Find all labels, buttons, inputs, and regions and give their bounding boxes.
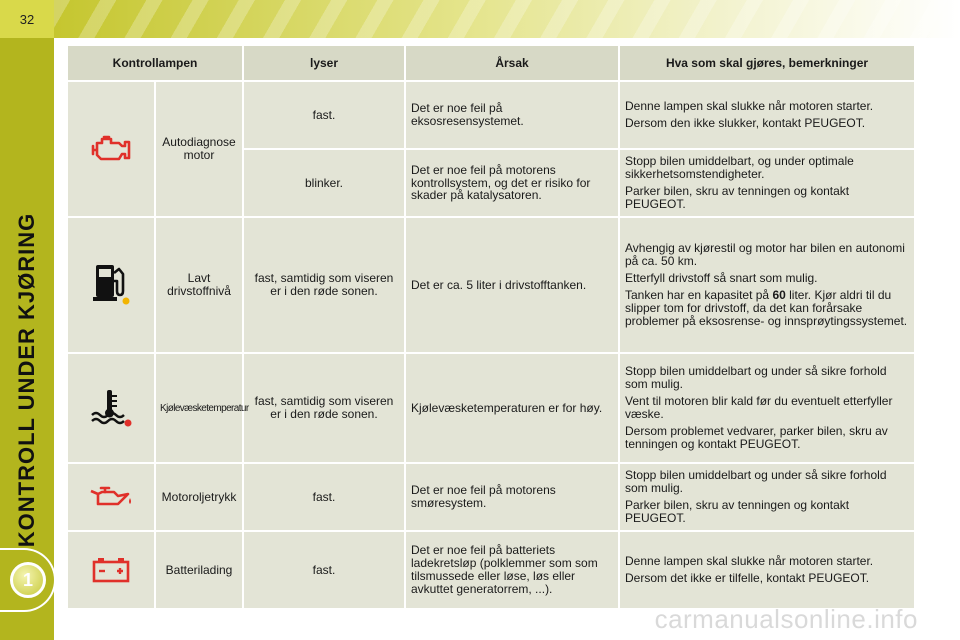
hva-line: Parker bilen, skru av tenningen og kontakt PEUGEOT. xyxy=(625,184,850,211)
lamp-name-text: Kjølevæsketemperatur xyxy=(160,403,249,415)
lyser-cell: blinker. xyxy=(244,150,406,218)
hva-line: Dersom den ikke slukker, kontakt PEUGEOT. xyxy=(625,116,866,130)
lamp-name: Motoroljetrykk xyxy=(156,464,244,532)
capacity-value: 60 xyxy=(772,288,786,302)
table-header-row xyxy=(68,46,914,82)
hva-cell xyxy=(620,354,914,464)
lamp-name: Batterilading xyxy=(156,532,244,610)
hva-line: Denne lampen skal slukke når motoren starter. xyxy=(625,554,874,569)
arsak-cell: Det er noe feil på eksosresensystemet. xyxy=(406,82,620,150)
page-number: 32 xyxy=(0,0,54,38)
hva-cell xyxy=(620,532,914,610)
lyser-cell: fast. xyxy=(244,464,406,532)
lamp-name: Lavt drivstoffnivå xyxy=(156,218,244,354)
header-hva: Hva som skal gjøres, bemerkninger xyxy=(620,46,914,82)
oil-can-icon xyxy=(85,477,137,517)
hva-line: Stopp bilen umiddelbart, og under optimale sikkerhetsomstendigheter. xyxy=(625,154,854,182)
arsak-cell: Det er noe feil på motorens kontrollsystem, og det er risiko for skader på katalysatoren. xyxy=(406,150,620,218)
chapter-sidebar xyxy=(0,0,54,640)
capacity-before: Tanken har en kapasitet på xyxy=(625,288,773,302)
hva-line: Stopp bilen umiddelbart og under så sikre forhold som mulig. xyxy=(625,468,887,496)
hva-line: Parker bilen, skru av tenningen og kontakt PEUGEOT. xyxy=(625,498,850,525)
table-row xyxy=(68,354,914,464)
top-banner xyxy=(54,0,960,38)
chapter-number: 1 xyxy=(10,562,46,598)
lamp-name xyxy=(156,354,249,464)
header-lyser: lyser xyxy=(244,46,406,82)
battery-icon xyxy=(85,550,137,590)
hva-cell xyxy=(620,464,914,532)
capacity-after: liter. Kjør aldri til du slipper tom for drivstoff, da det kan forårsake problemer på eksosrense- og innsprøytingssystemet. xyxy=(625,288,908,328)
table-row xyxy=(68,532,914,610)
lyser-cell: fast, samtidig som viseren er i den røde sonen. xyxy=(244,218,406,354)
hva-cell xyxy=(620,218,914,354)
warning-lamp-table xyxy=(68,46,914,610)
arsak-cell: Det er noe feil på motorens smøresystem. xyxy=(406,464,620,532)
watermark: carmanualsonline.info xyxy=(654,604,918,634)
table-row xyxy=(68,218,914,354)
table-row xyxy=(68,464,914,532)
icon-cell xyxy=(68,354,156,464)
coolant-temperature-icon xyxy=(85,387,137,427)
header-arsak: Årsak xyxy=(406,46,620,82)
arsak-cell: Det er ca. 5 liter i drivstofftanken. xyxy=(406,218,620,354)
icon-cell xyxy=(68,218,156,354)
hva-line: Dersom det ikke er tilfelle, kontakt PEUGEOT. xyxy=(625,571,870,585)
hva-line: Vent til motoren blir kald før du eventuelt etterfyller væske. xyxy=(625,394,893,421)
arsak-cell: Det er noe feil på batteriets ladekretsløp (polklemmer som som tilsmussede eller løse, løs eller avkuttet generatorrem, ...). xyxy=(406,532,620,610)
icon-cell xyxy=(68,464,156,532)
hva-cell xyxy=(620,150,914,218)
hva-line: Dersom problemet vedvarer, parker bilen, skru av tenningen og kontakt PEUGEOT. xyxy=(625,423,888,451)
hva-cell xyxy=(620,82,914,150)
engine-diagnostic-icon xyxy=(85,129,137,169)
lyser-cell: fast. xyxy=(244,532,406,610)
lyser-cell: fast, samtidig som viseren er i den røde sonen. xyxy=(244,354,406,464)
chapter-title: KONTROLL UNDER KJØRING xyxy=(14,212,39,548)
header-kontrollampen: Kontrollampen xyxy=(68,46,244,82)
table-row xyxy=(68,82,914,150)
hva-line: Denne lampen skal slukke når motoren starter. xyxy=(625,99,874,114)
icon-cell xyxy=(68,82,156,218)
lyser-cell: fast. xyxy=(244,82,406,150)
hva-line-capacity xyxy=(625,289,908,328)
icon-cell xyxy=(68,532,156,610)
hva-line: Stopp bilen umiddelbart og under så sikre forhold som mulig. xyxy=(625,364,887,392)
hva-line: Etterfyll drivstoff så snart som mulig. xyxy=(625,271,818,286)
lamp-name: Autodiagnose motor xyxy=(156,82,244,218)
fuel-pump-icon xyxy=(85,263,137,303)
hva-line: Avhengig av kjørestil og motor har bilen en autonomi på ca. 50 km. xyxy=(625,241,905,269)
arsak-cell: Kjølevæsketemperaturen er for høy. xyxy=(406,354,620,464)
